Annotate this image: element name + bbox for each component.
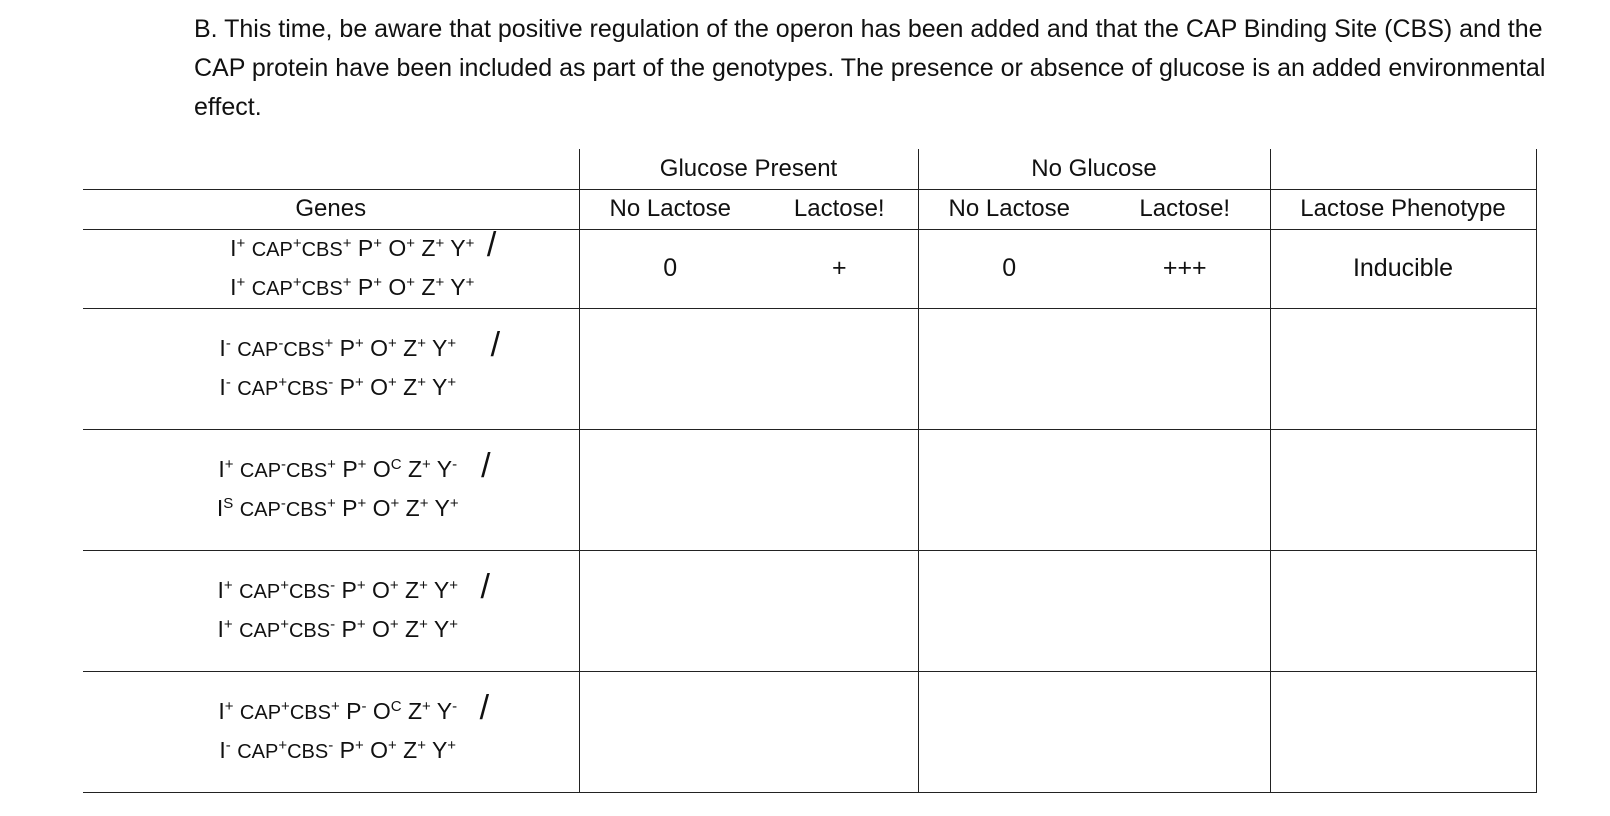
ng-no-lactose-cell — [918, 671, 1100, 792]
table-row — [83, 308, 1536, 429]
gp-no-lactose-cell: 0 — [579, 229, 761, 308]
genes-group-blank — [83, 149, 579, 189]
gp-lactose-cell — [761, 671, 918, 792]
slash-separator: / — [486, 225, 497, 264]
genotype-line-1: I+ CAP+CBS- P+ O+ Z+ Y+ — [217, 576, 458, 603]
no-glucose-header: No Glucose — [918, 149, 1270, 189]
phenotype-cell — [1270, 308, 1536, 429]
slash-separator: / — [480, 567, 490, 606]
phenotype-cell — [1270, 429, 1536, 550]
genotype-line-1: I+ CAP-CBS+ P+ $O^C$ Z+ Y- — [218, 455, 458, 482]
genotype-table — [83, 149, 1537, 793]
ng-lactose-header: Lactose! — [1100, 189, 1270, 229]
genotype-lines — [230, 225, 497, 308]
genotype-lines — [219, 325, 501, 408]
gp-no-lactose-cell — [579, 429, 761, 550]
glucose-present-header: Glucose Present — [579, 149, 918, 189]
table-row — [83, 429, 1536, 550]
phenotype-cell — [1270, 550, 1536, 671]
ng-lactose-cell — [1100, 429, 1270, 550]
ng-no-lactose-cell — [918, 550, 1100, 671]
gp-lactose-header: Lactose! — [761, 189, 918, 229]
ng-no-lactose-cell — [918, 429, 1100, 550]
genotype-line-2: I+ CAP+CBS+ P+ O+ Z+ Y+ — [230, 273, 475, 300]
gp-lactose-cell — [761, 429, 918, 550]
genotype-line-2: $I^S$ CAP-CBS+ P+ O+ Z+ Y+ — [216, 494, 459, 521]
ng-lactose-cell: +++ — [1100, 229, 1270, 308]
genotype-cell — [83, 308, 579, 429]
gp-no-lactose-cell — [579, 550, 761, 671]
gp-lactose-cell — [761, 308, 918, 429]
gp-no-lactose-cell — [579, 308, 761, 429]
ng-lactose-cell — [1100, 550, 1270, 671]
genotype-line-2: I+ CAP+CBS- P+ O+ Z+ Y+ — [217, 615, 458, 642]
ng-lactose-cell — [1100, 671, 1270, 792]
gp-no-lactose-header: No Lactose — [579, 189, 761, 229]
genotype-cell — [83, 550, 579, 671]
genotype-line-2: I- CAP+CBS- P+ O+ Z+ Y+ — [219, 373, 457, 400]
ng-no-lactose-cell: 0 — [918, 229, 1100, 308]
genes-header: Genes — [83, 189, 579, 229]
phenotype-cell — [1270, 671, 1536, 792]
ng-no-lactose-header: No Lactose — [918, 189, 1100, 229]
genotype-line-2: I- CAP+CBS- P+ O+ Z+ Y+ — [219, 736, 457, 763]
ng-lactose-cell — [1100, 308, 1270, 429]
phenotype-group-blank — [1270, 149, 1536, 189]
genotype-line-1: I+ CAP+CBS+ P+ O+ Z+ Y+ — [230, 234, 475, 261]
phenotype-cell: Inducible — [1270, 229, 1536, 308]
gp-lactose-cell — [761, 550, 918, 671]
genotype-lines — [216, 446, 491, 529]
gp-no-lactose-cell — [579, 671, 761, 792]
genotype-line-1: I- CAP-CBS+ P+ O+ Z+ Y+ — [219, 334, 457, 361]
genotype-line-1: I+ CAP+CBS+ P- $O^C$ Z+ Y- — [218, 697, 458, 724]
phenotype-header: Lactose Phenotype — [1270, 189, 1536, 229]
genotype-lines — [218, 688, 490, 771]
genotype-cell — [83, 429, 579, 550]
table-row — [83, 550, 1536, 671]
intro-paragraph: B. This time, be aware that positive regulation of the operon has been added and that the CAP Binding Site (CBS) and the CAP protein have been included as part of the genotypes. The presence or absence of glucose is an added environmental effect. — [194, 15, 1546, 121]
ng-no-lactose-cell — [918, 308, 1100, 429]
slash-separator: / — [490, 325, 501, 364]
table-row — [83, 229, 1536, 308]
slash-separator: / — [481, 446, 491, 485]
slash-separator: / — [479, 688, 490, 727]
gp-lactose-cell: + — [761, 229, 918, 308]
genotype-cell — [83, 225, 579, 308]
genotype-cell — [83, 671, 579, 792]
table-row — [83, 671, 1536, 792]
genotype-lines — [217, 567, 490, 650]
